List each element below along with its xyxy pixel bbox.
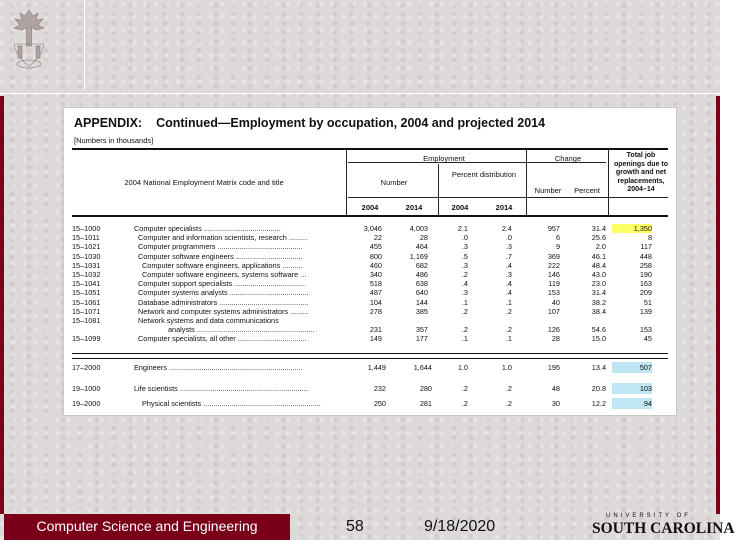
change-percent: 38.4 [591,306,606,316]
occupation-title: Engineers .................................................................. [134,363,303,372]
occupation-code: 15–1051 [72,288,101,298]
employment-2004: 487 [369,288,382,298]
employment-2014: 144 [415,297,428,307]
occupation-title: Computer specialists ...................................... [134,224,281,233]
employment-2004: 518 [369,279,382,289]
employment-2014: 357 [415,325,428,335]
table-row [72,261,672,270]
number-header: Number [380,178,408,187]
employment-2014: 281 [419,399,432,408]
employment-2004: 232 [373,384,386,393]
table-row [72,279,672,288]
table-row [64,383,676,394]
occupation-code: 15–1030 [72,251,101,261]
change-percent: 20.8 [591,384,606,393]
year-2004-number: 2004 [361,203,379,212]
percent-2004: .2 [461,399,468,408]
appendix-title: Continued—Employment by occupation, 2004 and projected 2014 [156,116,546,130]
header-divider-3 [526,150,527,215]
occupation-code: 15–1021 [72,242,101,252]
occupation-code: 15–1031 [72,260,101,270]
change-number: 153 [547,288,560,298]
occupation-title: Computer software engineers, systems software ... [142,269,307,279]
job-openings: 507 [612,362,652,373]
job-openings: 258 [639,260,652,270]
title-vertical-rule [84,0,85,90]
percent-2014: 1.0 [501,363,512,372]
header-divider-1 [346,150,347,215]
change-number: 48 [551,384,560,393]
table-row [64,362,676,373]
employment-2004: 3,046 [363,224,382,233]
percent-2004: .2 [461,325,468,335]
header-divider-4 [608,150,609,215]
job-openings: 1,350 [612,224,652,233]
left-accent-bar [0,96,4,514]
footer-date: 9/18/2020 [424,518,496,535]
change-percent: 54.6 [591,325,606,335]
university-seal-icon [6,6,52,72]
appendix-table-image [63,107,677,416]
job-openings: 94 [612,398,652,409]
footer-course-title: Computer Science and Engineering [4,514,290,540]
occupation-code: 15–1041 [72,279,101,289]
occupation-code: 15–1000 [72,224,101,233]
job-openings: 448 [639,251,652,261]
job-openings: 153 [639,325,652,335]
job-openings: 117 [640,242,652,252]
occupation-code: 15–1099 [72,334,101,344]
header-divider-2 [438,164,439,215]
job-openings: 51 [643,297,652,307]
table-row [72,325,672,334]
employment-2014: 28 [419,233,428,243]
section-rule-1 [72,353,668,354]
percent-2014: .2 [505,399,512,408]
change-number: 9 [555,242,560,252]
header-bottom-rule [72,215,668,217]
percent-2014: .7 [505,251,512,261]
percent-distribution-header: Percent distribution [451,170,517,179]
matrix-code-header: 2004 National Employment Matrix code and title [124,178,284,187]
employment-2004: 1,449 [367,363,386,372]
change-number: 6 [555,233,560,243]
right-accent-bar [716,96,720,514]
percent-2014: .2 [505,384,512,393]
percent-2014: .1 [505,334,512,344]
employment-2014: 4,003 [409,224,428,233]
change-number: 30 [551,399,560,408]
table-row [64,398,676,409]
occupation-code: 15–1011 [72,233,100,243]
title-horizontal-rule [0,93,720,94]
footer-university-logo [592,513,735,539]
percent-2004: 2.1 [457,224,468,233]
change-number: 146 [547,269,560,279]
change-percent: 2.0 [595,242,606,252]
occupation-code: 15–1061 [72,297,101,307]
percent-2014: .2 [505,306,512,316]
change-percent: 46.1 [591,251,606,261]
job-openings: 209 [639,288,652,298]
occupation-code: 15–1081 [72,315,101,325]
change-percent: 12.2 [591,399,606,408]
footer-page-number: 58 [346,518,364,535]
employment-2014: 638 [415,279,428,289]
employment-2004: 231 [369,325,382,335]
occupation-title: Computer and information scientists, research ......... [138,233,308,243]
change-percent: 31.4 [591,224,606,233]
employment-2014: 682 [415,260,428,270]
percent-2014: .4 [505,260,512,270]
change-number: 222 [547,260,560,270]
percent-2014: .3 [505,242,512,252]
footer-logo-main-text: SOUTH CAROLINA [592,520,735,537]
change-percent: 43.0 [591,269,606,279]
change-percent: 25.6 [591,233,606,243]
employment-2014: 1,169 [409,251,428,261]
change-number: 107 [547,306,560,316]
percent-2014: 2.4 [501,224,512,233]
change-number: 369 [547,251,560,261]
percent-2014: .4 [505,279,512,289]
employment-2014: 640 [415,288,428,298]
table-row [72,307,672,316]
employment-2004: 340 [369,269,382,279]
year-2014-number: 2014 [405,203,423,212]
occupation-title: Computer specialists, all other .................................. [138,334,307,344]
section-rule-2 [72,358,668,359]
change-percent: 48.4 [591,260,606,270]
percent-2004: .0 [461,233,468,243]
job-openings: 163 [639,279,652,289]
change-percent-header: Percent [574,186,600,195]
employment-2004: 22 [373,233,382,243]
occupation-title: analysts .......................................................... [168,325,315,335]
occupation-code: 17–2000 [72,363,101,372]
employment-2014: 1,644 [413,363,432,372]
employment-2014: 464 [415,242,428,252]
change-percent: 15.0 [591,334,606,344]
header-top-rule [72,148,668,150]
change-number: 40 [551,297,560,307]
employment-2014: 486 [415,269,428,279]
change-number: 119 [548,279,560,289]
percent-2014: .0 [505,233,512,243]
table-row [72,334,672,343]
occupation-code: 15–1071 [72,306,101,316]
occupation-rows [72,224,672,343]
employment-2004: 149 [369,334,382,344]
employment-2014: 177 [415,334,428,344]
job-openings: 190 [639,269,652,279]
occupation-title: Network and computer systems administrators ......... [138,306,309,316]
percent-2004: .1 [461,334,468,344]
employment-2004: 104 [369,297,382,307]
employment-header: Employment [423,154,465,163]
employment-2014: 280 [419,384,432,393]
change-number-header: Number [534,186,562,195]
percent-2004: .2 [461,306,468,316]
openings-header: Total job openings due to growth and net replacements, 2004–14 [613,152,669,193]
employment-2004: 278 [369,306,382,316]
table-row [72,270,672,279]
occupation-title: Physical scientists .......................................................... [142,399,321,408]
percent-2004: .3 [461,242,468,252]
occupation-title: Network systems and data communications [138,315,279,325]
job-openings: 45 [643,334,652,344]
percent-2004: 1.0 [457,363,468,372]
table-row [72,252,672,261]
table-row [72,242,672,251]
table-row [72,316,672,325]
appendix-subtitle: [Numbers in thousands] [74,136,154,145]
occupation-title: Computer support specialists ................................... [138,279,306,289]
year-2004-percent: 2004 [451,203,469,212]
change-percent: 38.2 [591,297,606,307]
percent-2014: .2 [505,325,512,335]
percent-2014: .4 [505,288,512,298]
percent-2004: .5 [461,251,468,261]
change-percent: 31.4 [591,288,606,298]
percent-2014: .3 [505,269,512,279]
employment-2004: 250 [373,399,386,408]
change-number: 28 [551,334,560,344]
occupation-title: Computer programmers .......................................... [138,242,303,252]
occupation-title: Database administrators ............................................ [138,297,309,307]
percent-2004: .2 [461,269,468,279]
job-openings: 8 [647,233,652,243]
occupation-title: Computer software engineers ................................. [138,251,303,261]
change-percent: 23.0 [591,279,606,289]
footer-logo-top-text: UNIVERSITY OF [606,513,691,519]
occupation-code: 19–2000 [72,399,101,408]
employment-2004: 800 [369,251,382,261]
table-row [72,224,672,233]
job-openings: 103 [612,383,652,394]
year-rule [348,197,668,198]
percent-2004: .4 [461,279,468,289]
table-row [72,233,672,242]
change-number: 195 [547,363,560,372]
occupation-title: Computer systems analysts ....................................... [138,288,309,298]
percent-2004: .1 [461,297,468,307]
occupation-code: 19–1000 [72,384,101,393]
employment-2014: 385 [415,306,428,316]
appendix-heading [74,116,545,130]
occupation-title: Computer software engineers, applications .......... [142,260,303,270]
appendix-label: APPENDIX: [74,116,143,130]
percent-2004: .2 [461,384,468,393]
occupation-code: 15–1032 [72,269,101,279]
change-percent: 13.4 [591,363,606,372]
job-openings: 139 [639,306,652,316]
change-header: Change [554,154,582,163]
change-number: 126 [547,325,560,335]
percent-2014: .1 [505,297,512,307]
percent-2004: .3 [461,288,468,298]
employment-2004: 455 [369,242,382,252]
percent-2004: .3 [461,260,468,270]
employment-2004: 460 [369,260,382,270]
change-number: 957 [547,224,560,233]
occupation-title: Life scientists ............................................................... [134,384,308,393]
year-2014-percent: 2014 [495,203,513,212]
table-row [72,288,672,297]
table-row [72,298,672,307]
